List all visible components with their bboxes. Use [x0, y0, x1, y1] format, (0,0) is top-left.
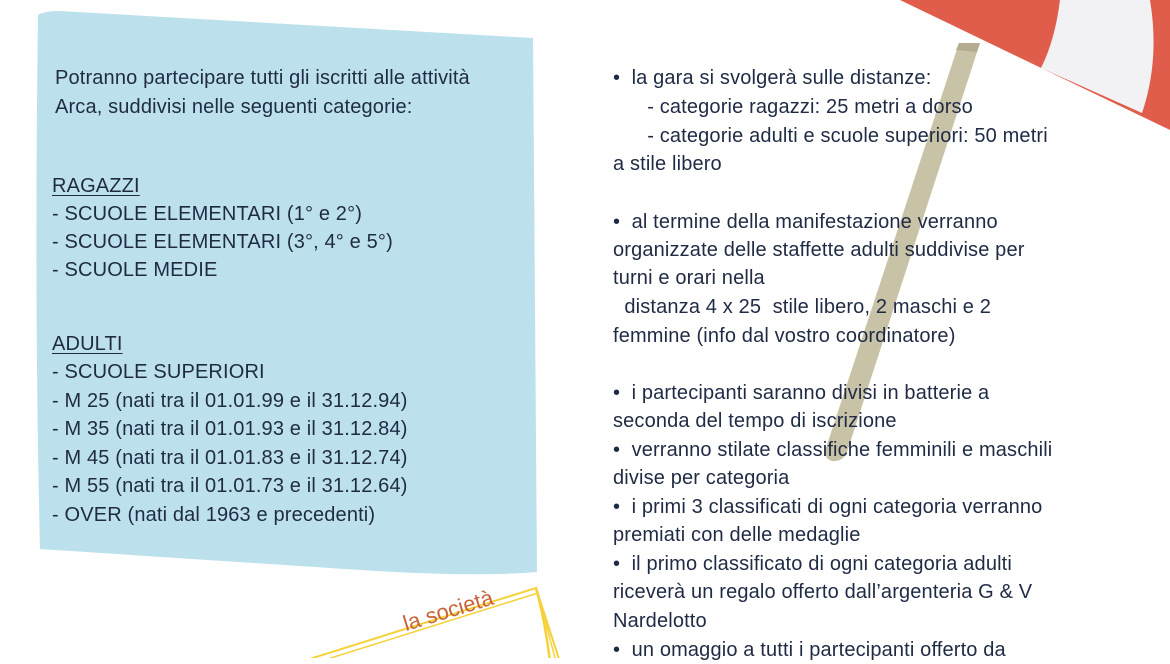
- rule-line: • il primo classificato di ogni categoria adulti: [613, 553, 1012, 575]
- category-item: - M 55 (nati tra il 01.01.73 e il 31.12.64): [52, 475, 408, 497]
- category-item: - SCUOLE ELEMENTARI (3°, 4° e 5°): [52, 231, 393, 253]
- category-item: - SCUOLE ELEMENTARI (1° e 2°): [52, 203, 363, 225]
- rule-line: • i primi 3 classificati di ogni categoria verranno: [613, 496, 1043, 518]
- category-item: - M 45 (nati tra il 01.01.83 e il 31.12.74): [52, 447, 408, 469]
- adulti-heading: ADULTI: [52, 333, 123, 355]
- rule-line: riceverà un regalo offerto dall’argenteria G & V: [613, 581, 1033, 603]
- rule-line: - categorie ragazzi: 25 metri a dorso: [613, 96, 973, 118]
- category-item: - OVER (nati dal 1963 e precedenti): [52, 504, 376, 526]
- rule-line: • i partecipanti saranno divisi in batterie a: [613, 382, 990, 404]
- intro-line: Potranno partecipare tutti gli iscritti alle attività: [55, 67, 470, 89]
- rule-line: organizzate delle staffette adulti suddivise per: [613, 239, 1025, 261]
- rule-line: seconda del tempo di iscrizione: [613, 410, 897, 432]
- category-item: - SCUOLE MEDIE: [52, 259, 218, 281]
- rule-line: Nardelotto: [613, 610, 707, 632]
- category-item: - SCUOLE SUPERIORI: [52, 361, 265, 383]
- rule-line: • la gara si svolgerà sulle distanze:: [613, 67, 932, 89]
- rule-line: • verranno stilate classifiche femminili e maschili: [613, 439, 1053, 461]
- category-item: - M 25 (nati tra il 01.01.99 e il 31.12.94): [52, 390, 408, 412]
- card-text: la società: [400, 584, 497, 636]
- ragazzi-heading: RAGAZZI: [52, 175, 140, 197]
- rule-line: • al termine della manifestazione verranno: [613, 211, 998, 233]
- rule-line: • un omaggio a tutti i partecipanti offerto da: [613, 639, 1006, 661]
- rule-line: femmine (info dal vostro coordinatore): [613, 325, 956, 347]
- rule-line: turni e orari nella: [613, 267, 765, 289]
- rule-line: - categorie adulti e scuole superiori: 50 metri: [613, 125, 1048, 147]
- intro-line: Arca, suddivisi nelle seguenti categorie:: [55, 96, 413, 118]
- rule-line: divise per categoria: [613, 467, 790, 489]
- category-item: - M 35 (nati tra il 01.01.93 e il 31.12.84): [52, 418, 408, 440]
- rule-line: a stile libero: [613, 153, 722, 175]
- rule-line: premiati con delle medaglie: [613, 524, 861, 546]
- rule-line: distanza 4 x 25 stile libero, 2 maschi e 2: [613, 296, 992, 318]
